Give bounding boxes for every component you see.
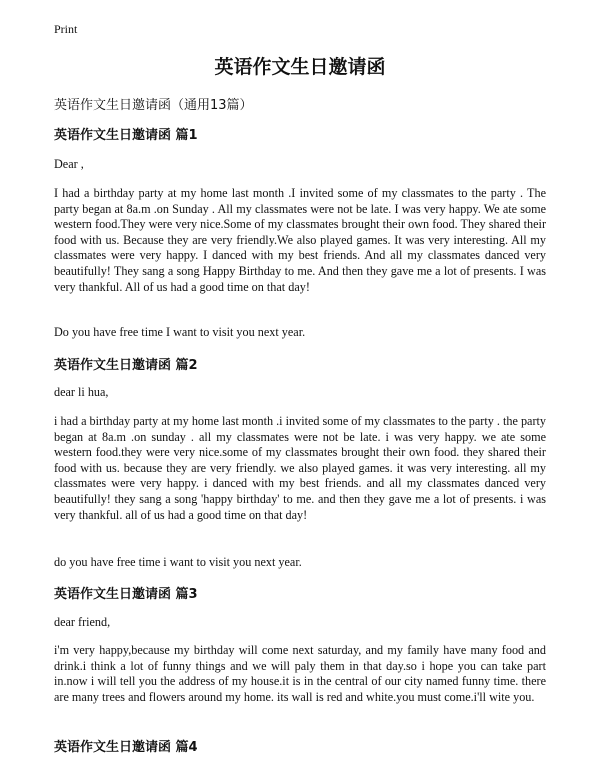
- section-body-2: i had a birthday party at my home last month .i invited some of my classmates to the party . the party began at 8a.m .on sunday . all my classmates were not be late. i was very happy. we ate some western food.they were very nice.some of my classmates brought their own food. they shared their food with us. because they are very friendly. we also played games. it was very interesting. all my classmates were very happy. i danced with my best friends. and all my classmates danced very beautifully! they sang a song 'happy birthday' to me. and then they gave me a lot of presents. i was very thankful. all of us had a good time on that day!: [54, 414, 546, 522]
- section-heading-1: 英语作文生日邀请函 篇1: [54, 128, 198, 143]
- print-link[interactable]: Print: [54, 22, 78, 36]
- section-closing-1: Do you have free time I want to visit you next year.: [54, 325, 306, 339]
- section-body-1: I had a birthday party at my home last month .I invited some of my classmates to the party . The party began at 8a.m .on Sunday . All my classmates were not be late. I was very happy. We ate some western food.They were very nice.Some of my classmates brought their own food. They shared their food with us. Because they are very friendly.We also played games. It was very interesting. All my classmates were very happy. I danced with my best friends. And all my classmates danced very beautifully! They sang a song Happy Birthday to me. And then they gave me a lot of presents. I was very thankful. All of us had a good time on that day!: [54, 186, 546, 294]
- section-greeting-2: dear li hua,: [54, 385, 109, 399]
- section-greeting-3: dear friend,: [54, 615, 111, 629]
- section-closing-2: do you have free time i want to visit you next year.: [54, 555, 302, 569]
- section-body-3: i'm very happy,because my birthday will come next saturday, and my family have many food and drink.i think a lot of funny things and we will paly them in that day.so i hope you can take part in.now i will tell you the address of my house.it is in the central of our city named funny time. there are many trees and flowers around my home. its wall is red and white.you must come.i'll wite you.: [54, 643, 546, 704]
- document-subtitle: 英语作文生日邀请函（通用13篇）: [54, 98, 253, 113]
- section-heading-2: 英语作文生日邀请函 篇2: [54, 358, 198, 373]
- section-heading-4: 英语作文生日邀请函 篇4: [54, 740, 198, 755]
- document-title: 英语作文生日邀请函: [214, 56, 386, 78]
- section-heading-3: 英语作文生日邀请函 篇3: [54, 587, 198, 602]
- section-greeting-1: Dear ,: [54, 157, 84, 171]
